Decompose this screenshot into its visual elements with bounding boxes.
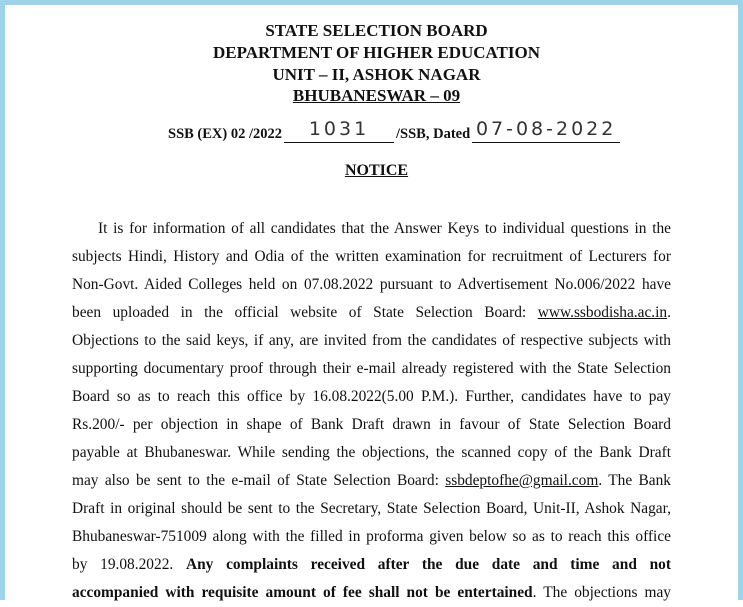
body-line-7: Board so as to reach this office by 16.08.2022(5.00 P.M.). Further, candidates have to pay xyxy=(72,388,671,405)
header-city xyxy=(5,85,743,107)
body-line-13-bold: Any complaints received after the due date and time and not xyxy=(185,556,671,573)
body-line-13 xyxy=(72,551,671,579)
body-line-8: Rs.200/- per objection in shape of Bank Draft drawn in favour of State Selection Board xyxy=(72,416,671,433)
body-line-11: Draft in original should be sent to the Secretary, State Selection Board, Unit-II, Ashok Nagar, xyxy=(72,500,671,517)
reference-number: 1031 xyxy=(308,118,370,140)
body-line-9: payable at Bhubaneswar. While sending the objections, the scanned copy of the Bank Draft xyxy=(72,444,671,461)
body-line-10-end: . The Bank xyxy=(598,472,671,489)
body-line-12: Bhubaneswar-751009 along with the filled in proforma given below so as to reach this office xyxy=(72,528,671,545)
header-board-name: STATE SELECTION BOARD xyxy=(265,21,488,40)
header-department: DEPARTMENT OF HIGHER EDUCATION xyxy=(213,43,540,62)
notice-body xyxy=(72,215,671,607)
body-line-6: supporting documentary proof through their e-mail already registered with the State Selection xyxy=(72,360,671,377)
body-line-4-end: . xyxy=(667,304,671,321)
body-line-1: It is for information of all candidates that the Answer Keys to individual questions in the xyxy=(98,220,671,237)
header-city-text: BHUBANESWAR – 09 xyxy=(292,86,461,105)
body-line-10 xyxy=(72,467,671,495)
website-link[interactable]: www.ssbodisha.ac.in xyxy=(537,304,668,321)
body-line-10-text: may also be sent to the e-mail of State Selection Board: xyxy=(72,472,439,489)
body-line-14-end: . The objections may xyxy=(532,584,671,601)
body-line-14-bold: accompanied with requisite amount of fee shall not be entertained xyxy=(72,584,533,601)
reference-line xyxy=(168,118,622,143)
reference-date: 07-08-2022 xyxy=(475,118,617,140)
body-line-3: Non-Govt. Aided Colleges held on 07.08.2022 pursuant to Advertisement No.006/2022 have xyxy=(72,276,671,293)
body-line-4-text: been uploaded in the official website of State Selection Board: xyxy=(72,304,527,321)
reference-prefix: SSB (EX) 02 /2022 xyxy=(168,126,283,142)
reference-number-blank xyxy=(284,118,394,143)
body-line-13-date: by 19.08.2022. xyxy=(72,556,174,573)
notice-title xyxy=(5,162,743,180)
body-line-5: Objections to the said keys, if any, are invited from the candidates of respective subjects with xyxy=(72,332,671,349)
reference-date-blank xyxy=(472,118,620,143)
email-link[interactable]: ssbdeptofhe@gmail.com xyxy=(445,472,599,489)
header-unit: UNIT – II, ASHOK NAGAR xyxy=(272,65,481,84)
body-line-4 xyxy=(72,299,671,327)
body-line-2: subjects Hindi, History and Odia of the written examination for recruitment of Lecturers for xyxy=(72,248,671,265)
reference-middle: /SSB, Dated xyxy=(396,126,471,142)
body-line-14 xyxy=(72,579,671,607)
notice-title-text: NOTICE xyxy=(344,162,409,179)
